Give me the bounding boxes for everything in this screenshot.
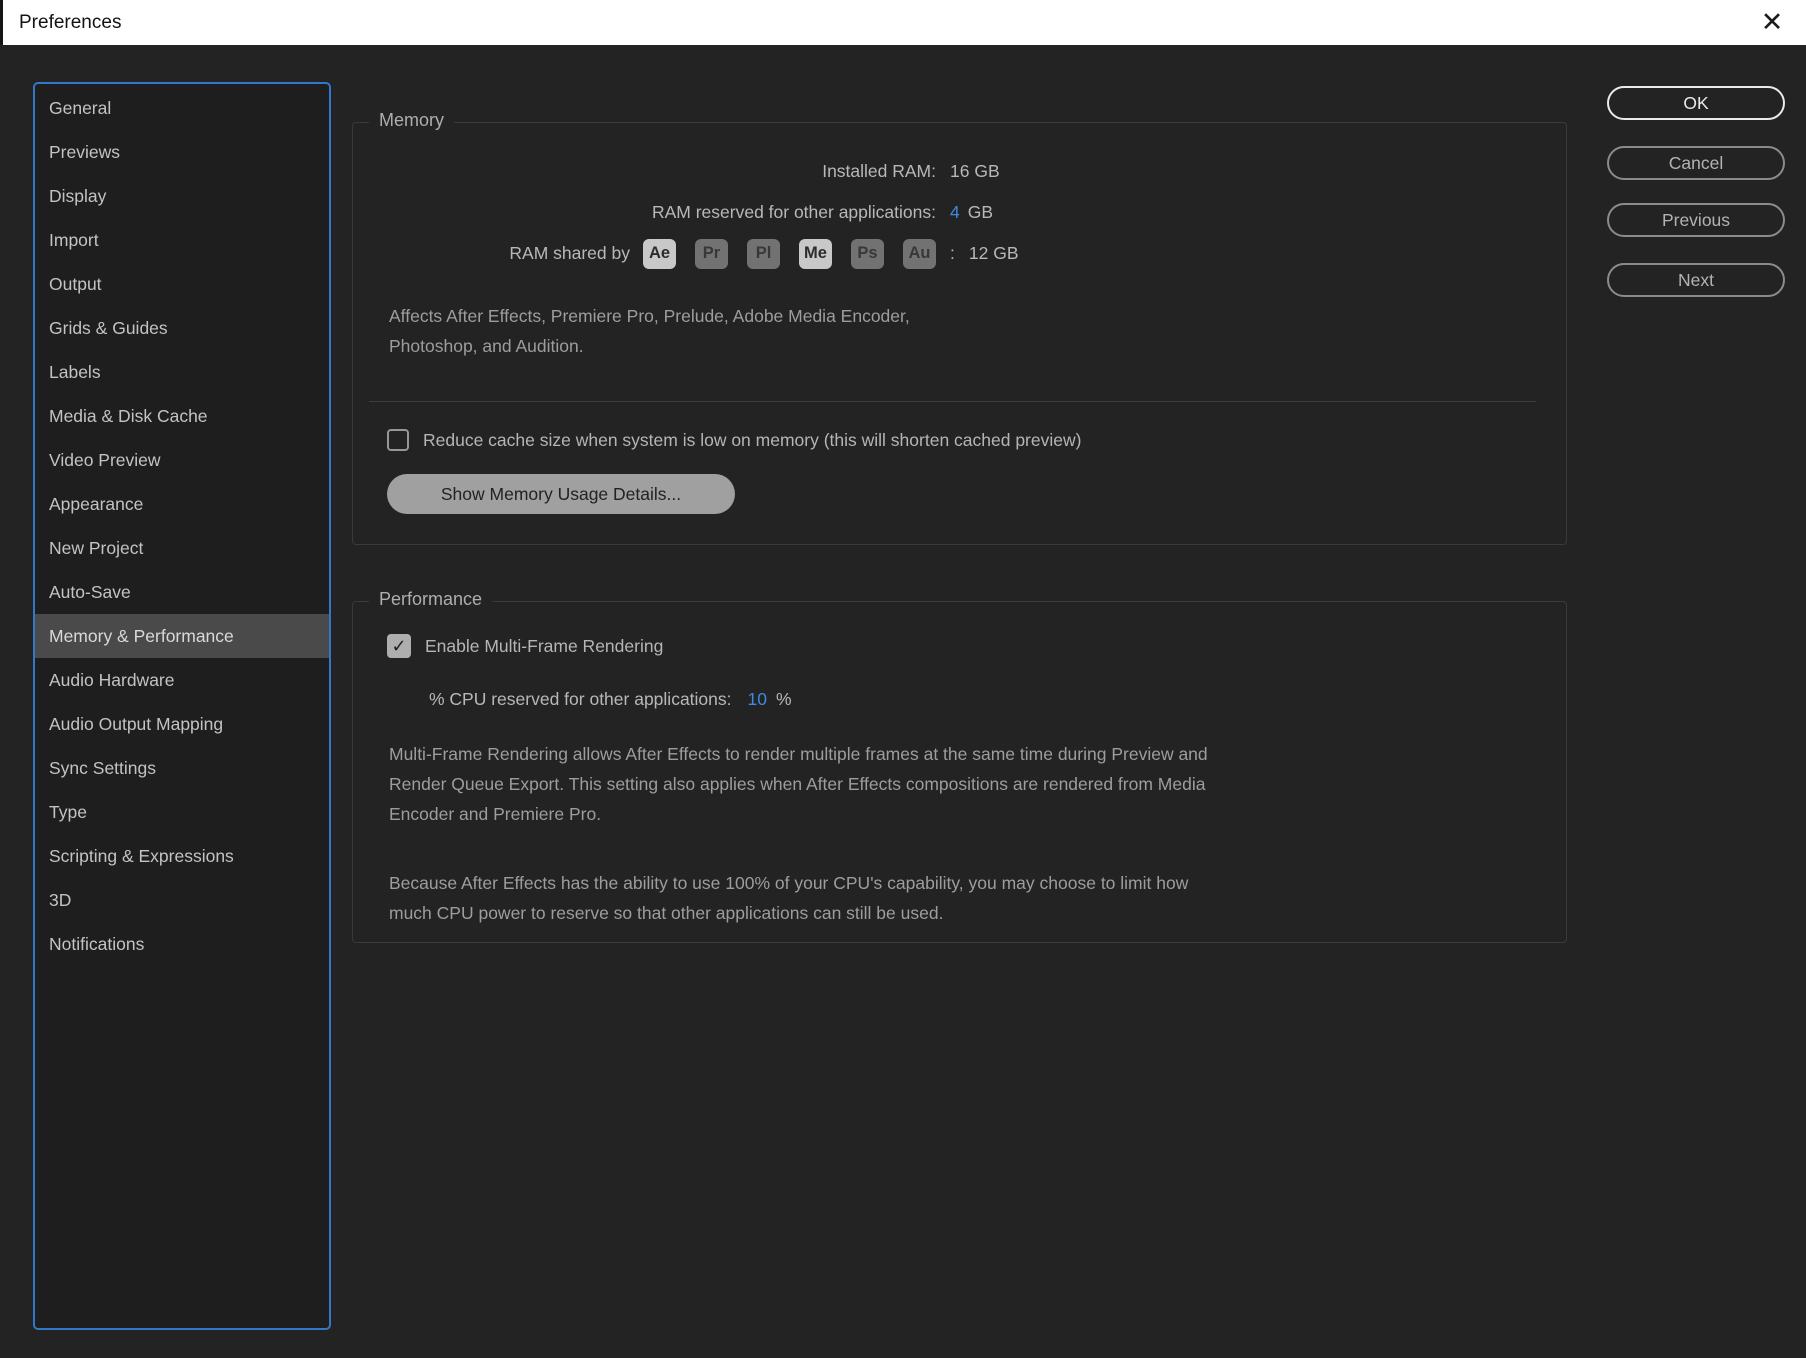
close-icon[interactable]: ✕: [1760, 7, 1784, 37]
installed-ram-row: [353, 151, 1566, 192]
ram-reserved-label: RAM reserved for other applications:: [651, 202, 936, 222]
ram-shared-value: 12 GB: [968, 243, 1019, 263]
sidebar-item-notifications[interactable]: Notifications: [49, 934, 145, 954]
section-divider: [369, 401, 1536, 402]
sidebar-item-memory-performance[interactable]: Memory & Performance: [35, 614, 329, 658]
installed-ram-value: 16 GB: [950, 161, 1000, 181]
sidebar-item-audio-output-mapping[interactable]: Audio Output Mapping: [49, 714, 224, 734]
mfr-description-paragraph: Multi-Frame Rendering allows After Effects to render multiple frames at the same time during Preview and Render Queue Export. This setting also applies when After Effects compositions are rendered from Media Encoder and Premiere Pro.: [389, 744, 1208, 824]
sidebar-item-3d[interactable]: 3D: [49, 890, 72, 910]
cpu-limit-description-paragraph: Because After Effects has the ability to use 100% of your CPU's capability, you may choose to limit how much CPU power to reserve so that other applications can still be used.: [389, 873, 1189, 923]
checkmark-icon: ✓: [391, 635, 407, 656]
sidebar-item-display[interactable]: Display: [49, 186, 107, 206]
enable-mfr-checkbox[interactable]: [387, 634, 411, 658]
sidebar-item-appearance[interactable]: Appearance: [49, 494, 144, 514]
window-titlebar: [0, 0, 1806, 45]
affects-description: Affects After Effects, Premiere Pro, Prelude, Adobe Media Encoder, Photoshop, and Audition.: [389, 306, 910, 356]
media-encoder-icon: Me: [799, 239, 832, 269]
sidebar-item-sync-settings[interactable]: Sync Settings: [49, 758, 156, 778]
sidebar-item-new-project[interactable]: New Project: [49, 538, 144, 558]
memory-section-title: Memory: [369, 110, 454, 131]
previous-button[interactable]: Previous: [1607, 203, 1785, 237]
sidebar-item-type[interactable]: Type: [49, 802, 87, 822]
performance-section-title: Performance: [369, 589, 492, 610]
sidebar-item-import[interactable]: Import: [49, 230, 99, 250]
sidebar-item-audio-hardware[interactable]: Audio Hardware: [49, 670, 175, 690]
reduce-cache-row: [387, 428, 1566, 452]
installed-ram-label: Installed RAM:: [822, 161, 936, 181]
premiere-pro-icon: Pr: [695, 239, 728, 269]
audition-icon: Au: [903, 239, 936, 269]
window-title: Preferences: [19, 12, 122, 33]
memory-section: [352, 110, 1567, 545]
sidebar-item-auto-save[interactable]: Auto-Save: [49, 582, 131, 602]
cpu-reserved-value[interactable]: 10: [747, 688, 767, 709]
cancel-button[interactable]: Cancel: [1607, 146, 1785, 180]
ram-reserved-row: [353, 192, 1566, 233]
sidebar-item-general[interactable]: General: [49, 98, 112, 118]
cpu-reserved-label: % CPU reserved for other applications:: [429, 688, 732, 709]
ok-button[interactable]: OK: [1607, 86, 1785, 120]
after-effects-icon: Ae: [643, 239, 676, 269]
ram-shared-colon: :: [950, 243, 955, 263]
sidebar-item-media-disk-cache[interactable]: Media & Disk Cache: [49, 406, 208, 426]
sidebar-item-labels[interactable]: Labels: [49, 362, 101, 382]
ram-shared-row: [353, 233, 1566, 274]
photoshop-icon: Ps: [851, 239, 884, 269]
sidebar-item-video-preview[interactable]: Video Preview: [49, 450, 161, 470]
cpu-reserved-unit: %: [775, 688, 792, 709]
sidebar-item-scripting-expressions[interactable]: Scripting & Expressions: [49, 846, 234, 866]
show-memory-usage-details-button[interactable]: Show Memory Usage Details...: [387, 474, 735, 514]
reduce-cache-checkbox[interactable]: [387, 429, 409, 451]
enable-mfr-row: [387, 633, 1566, 659]
reduce-cache-label: Reduce cache size when system is low on memory (this will shorten cached preview): [423, 429, 1082, 450]
app-icon-group: [643, 239, 936, 269]
ram-shared-label: RAM shared by: [509, 243, 630, 263]
sidebar-item-grids-guides[interactable]: Grids & Guides: [49, 318, 168, 338]
prelude-icon: Pl: [747, 239, 780, 269]
ram-reserved-unit: GB: [967, 202, 994, 222]
enable-mfr-label: Enable Multi-Frame Rendering: [425, 635, 664, 656]
cpu-reserved-row: [353, 686, 1566, 712]
performance-section: [352, 589, 1567, 943]
sidebar-item-previews[interactable]: Previews: [49, 142, 120, 162]
next-button[interactable]: Next: [1607, 263, 1785, 297]
ram-reserved-value[interactable]: 4: [950, 202, 960, 222]
preferences-category-list: [33, 82, 331, 1330]
sidebar-item-output[interactable]: Output: [49, 274, 102, 294]
